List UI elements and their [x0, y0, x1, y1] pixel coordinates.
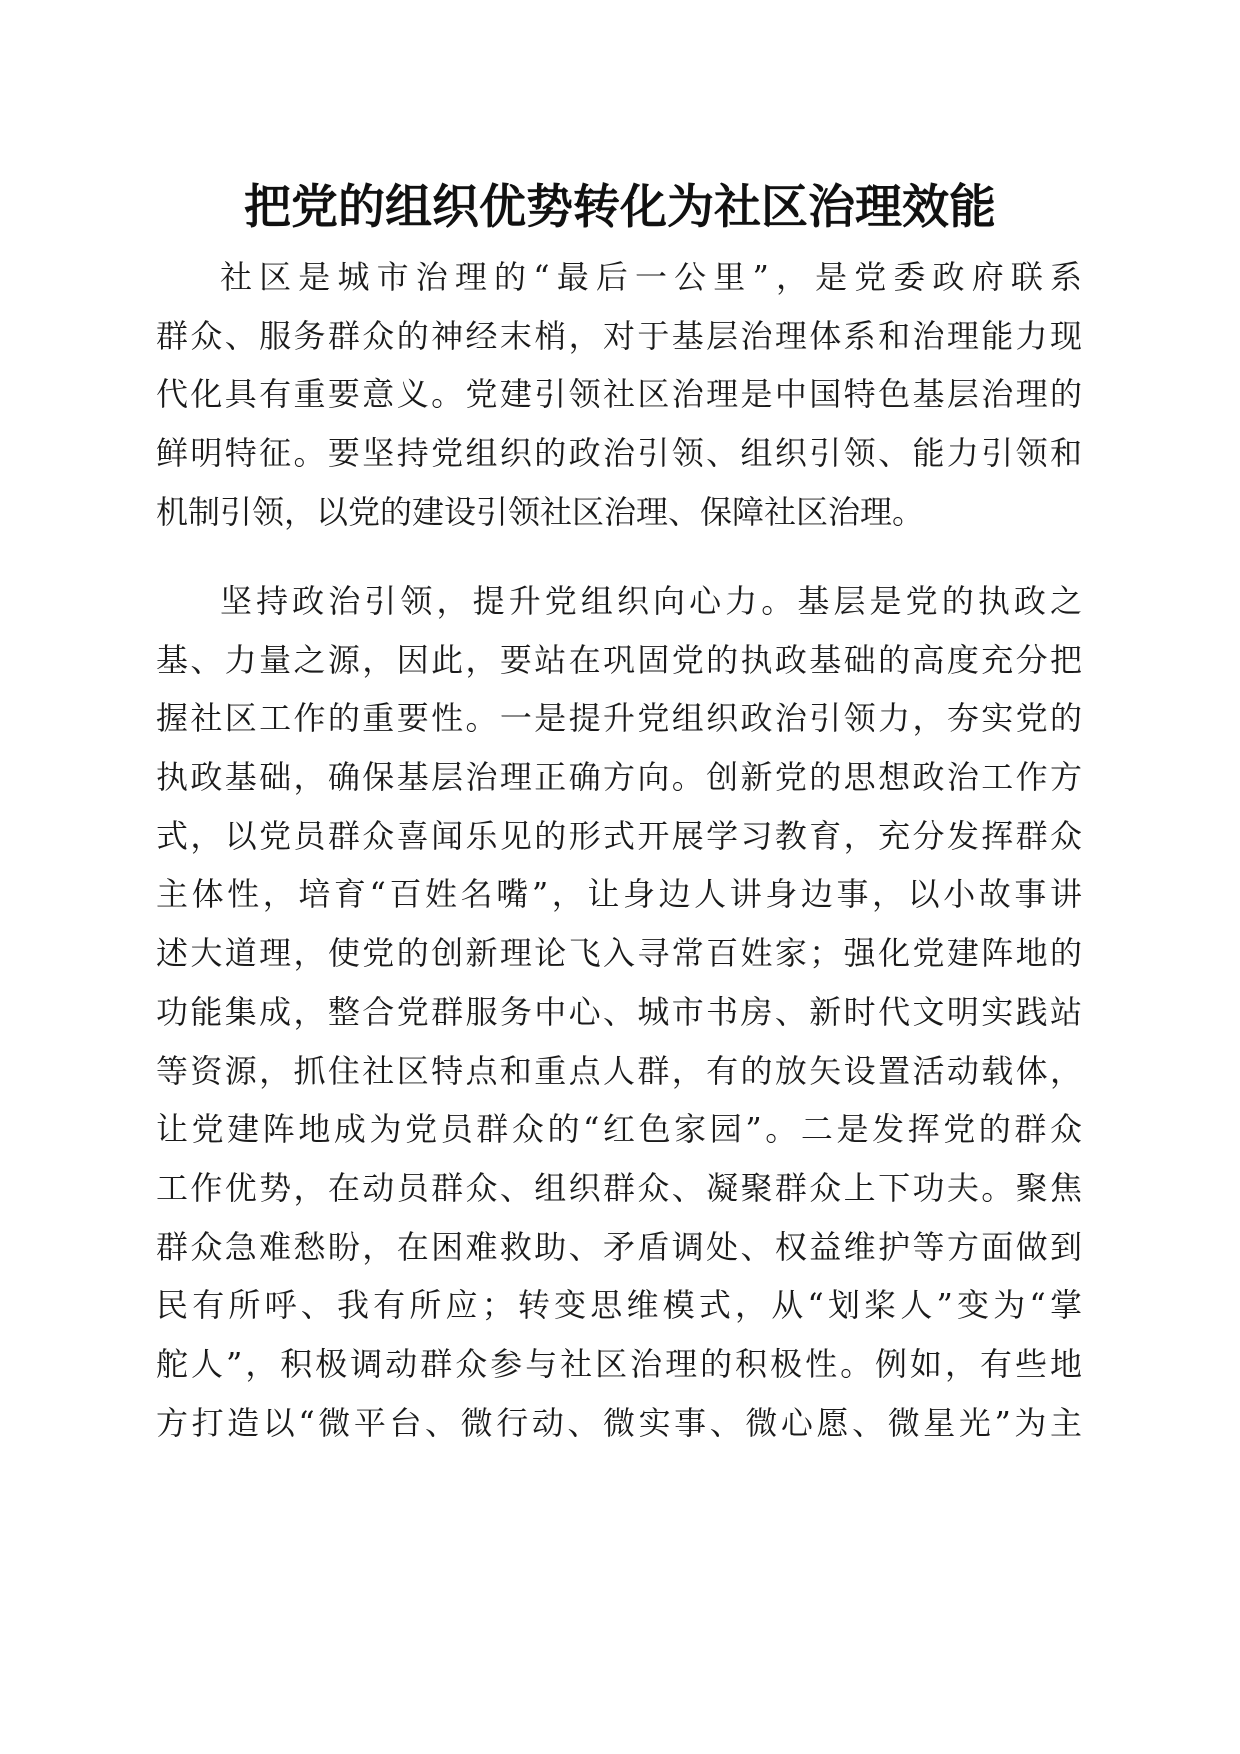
paragraph-intro — [156, 248, 1082, 541]
paragraph-line: 机制引领，以党的建设引领社区治理、保障社区治理。 — [156, 492, 925, 531]
paragraph-line: 握社区工作的重要性。一是提升党组织政治引领力，夯实党的 — [156, 699, 1082, 738]
paragraph-line: 代化具有重要意义。党建引领社区治理是中国特色基层治理的 — [156, 375, 1082, 414]
paragraph-line: 功能集成，整合党群服务中心、城市书房、新时代文明实践站 — [156, 992, 1082, 1031]
paragraph-line: 社区是城市治理的“最后一公里”，是党委政府联系 — [220, 258, 1082, 296]
paragraph-line: 民有所呼、我有所应；转变思维模式，从“划桨人”变为“掌 — [156, 1286, 1082, 1325]
paragraph-line: 方打造以“微平台、微行动、微实事、微心愿、微星光”为主 — [156, 1403, 1082, 1442]
paragraph-line: 工作优势，在动员群众、组织群众、凝聚群众上下功夫。聚焦 — [156, 1168, 1082, 1207]
paragraph-line: 坚持政治引领，提升党组织向心力。基层是党的执政之 — [220, 582, 1082, 620]
paragraph-line: 舵人”，积极调动群众参与社区治理的积极性。例如，有些地 — [156, 1344, 1082, 1383]
paragraph-line: 鲜明特征。要坚持党组织的政治引领、组织引领、能力引领和 — [156, 434, 1082, 473]
paragraph-line: 等资源，抓住社区特点和重点人群，有的放矢设置活动载体， — [156, 1051, 1082, 1090]
paragraph-line: 主体性，培育“百姓名嘴”，让身边人讲身边事，以小故事讲 — [156, 875, 1082, 914]
paragraph-line: 执政基础，确保基层治理正确方向。创新党的思想政治工作方 — [156, 758, 1082, 797]
paragraph-line: 群众、服务群众的神经末梢，对于基层治理体系和治理能力现 — [156, 316, 1082, 355]
paragraph-line: 基、力量之源，因此，要站在巩固党的执政基础的高度充分把 — [156, 640, 1082, 679]
paragraph-line: 让党建阵地成为党员群众的“红色家园”。二是发挥党的群众 — [156, 1110, 1082, 1149]
paragraph-political-leadership — [156, 572, 1082, 1452]
document-title: 把党的组织优势转化为社区治理效能 — [244, 180, 996, 235]
paragraph-line: 述大道理，使党的创新理论飞入寻常百姓家；强化党建阵地的 — [156, 934, 1082, 973]
paragraph-line: 群众急难愁盼，在困难救助、矛盾调处、权益维护等方面做到 — [156, 1227, 1082, 1266]
paragraph-line: 式，以党员群众喜闻乐见的形式开展学习教育，充分发挥群众 — [156, 816, 1082, 855]
